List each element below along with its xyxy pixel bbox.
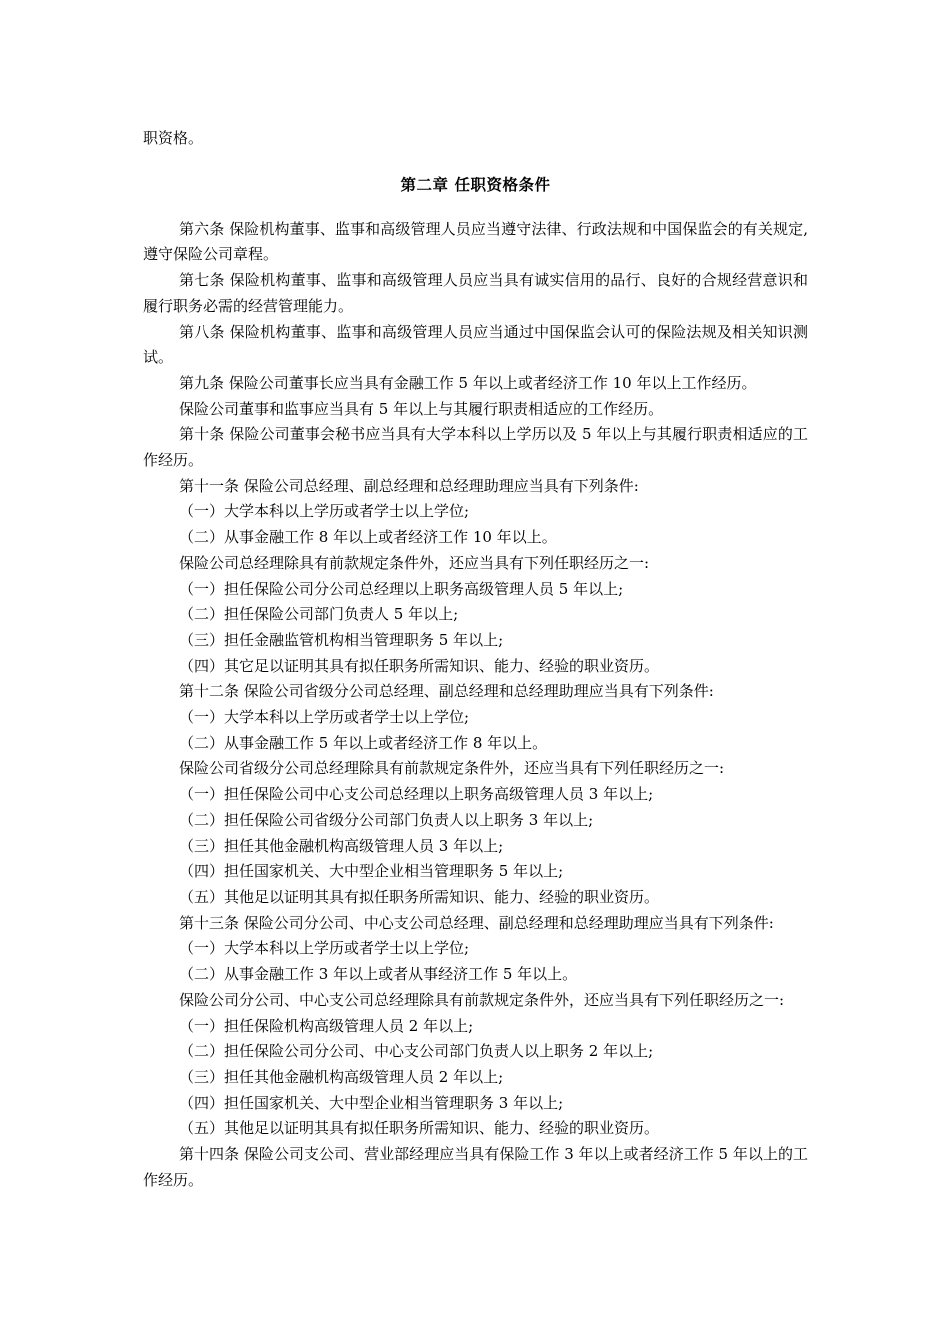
list-item: （四）其它足以证明其具有拟任职务所需知识、能力、经验的职业资历。 <box>179 656 660 675</box>
article-paragraph: 保险公司分公司、中心支公司总经理除具有前款规定条件外，还应当具有下列任职经历之一: <box>179 990 785 1009</box>
list-item: （一）担任保险公司分公司总经理以上职务高级管理人员 5 年以上; <box>179 579 624 598</box>
article-paragraph: 保险公司省级分公司总经理除具有前款规定条件外，还应当具有下列任职经历之一: <box>179 759 725 778</box>
list-item: （二）从事金融工作 8 年以上或者经济工作 10 年以上。 <box>179 528 557 547</box>
article-paragraph: 第十一条 保险公司总经理、副总经理和总经理助理应当具有下列条件: <box>179 476 639 495</box>
list-item: （一）大学本科以上学历或者学士以上学位; <box>179 708 470 727</box>
list-item: （二）从事金融工作 5 年以上或者经济工作 8 年以上。 <box>179 733 548 752</box>
list-item: （一）担任保险机构高级管理人员 2 年以上; <box>179 1016 474 1035</box>
list-item: （五）其他足以证明其具有拟任职务所需知识、能力、经验的职业资历。 <box>179 887 660 906</box>
document-body <box>143 126 808 1193</box>
list-item: （三）担任金融监管机构相当管理职务 5 年以上; <box>179 630 504 649</box>
list-item: （三）担任其他金融机构高级管理人员 2 年以上; <box>179 1067 504 1086</box>
chapter-heading: 第二章 任职资格条件 <box>400 174 551 194</box>
article-paragraph: 第九条 保险公司董事长应当具有金融工作 5 年以上或者经济工作 10 年以上工作经历。 <box>179 373 757 392</box>
article-paragraph: 第十四条 保险公司支公司、营业部经理应当具有保险工作 3 年以上或者经济工作 5 年以上的工作经历。 <box>143 1145 808 1189</box>
list-item: （二）担任保险公司分公司、中心支公司部门负责人以上职务 2 年以上; <box>179 1042 654 1061</box>
list-item: （一）大学本科以上学历或者学士以上学位; <box>179 939 470 958</box>
article-paragraph: 第十二条 保险公司省级分公司总经理、副总经理和总经理助理应当具有下列条件: <box>179 682 714 701</box>
article-paragraph: 第八条 保险机构董事、监事和高级管理人员应当通过中国保监会认可的保险法规及相关知识测试。 <box>143 322 808 367</box>
list-item: （五）其他足以证明其具有拟任职务所需知识、能力、经验的职业资历。 <box>179 1119 660 1138</box>
continuation-text: 职资格。 <box>143 129 204 147</box>
list-item: （四）担任国家机关、大中型企业相当管理职务 3 年以上; <box>179 1093 564 1112</box>
article-paragraph: 第七条 保险机构董事、监事和高级管理人员应当具有诚实信用的品行、良好的合规经营意识和履行职务必需的经营管理能力。 <box>143 271 808 315</box>
list-item: （一）大学本科以上学历或者学士以上学位; <box>179 502 470 521</box>
list-item: （三）担任其他金融机构高级管理人员 3 年以上; <box>179 836 504 855</box>
list-item: （二）从事金融工作 3 年以上或者从事经济工作 5 年以上。 <box>179 965 578 984</box>
list-item: （二）担任保险公司部门负责人 5 年以上; <box>179 605 459 624</box>
article-paragraph: 第六条 保险机构董事、监事和高级管理人员应当遵守法律、行政法规和中国保监会的有关规定,遵守保险公司章程。 <box>143 219 808 264</box>
article-paragraph: 第十条 保险公司董事会秘书应当具有大学本科以上学历以及 5 年以上与其履行职责相适应的工作经历。 <box>143 425 808 470</box>
article-paragraph: 保险公司总经理除具有前款规定条件外，还应当具有下列任职经历之一: <box>179 553 650 572</box>
article-paragraph: 第十三条 保险公司分公司、中心支公司总经理、副总经理和总经理助理应当具有下列条件: <box>179 913 774 932</box>
list-item: （四）担任国家机关、大中型企业相当管理职务 5 年以上; <box>179 862 564 881</box>
list-item: （二）担任保险公司省级分公司部门负责人以上职务 3 年以上; <box>179 810 594 829</box>
article-paragraph: 保险公司董事和监事应当具有 5 年以上与其履行职责相适应的工作经历。 <box>179 399 664 418</box>
article-list <box>143 217 808 1194</box>
list-item: （一）担任保险公司中心支公司总经理以上职务高级管理人员 3 年以上; <box>179 785 654 804</box>
